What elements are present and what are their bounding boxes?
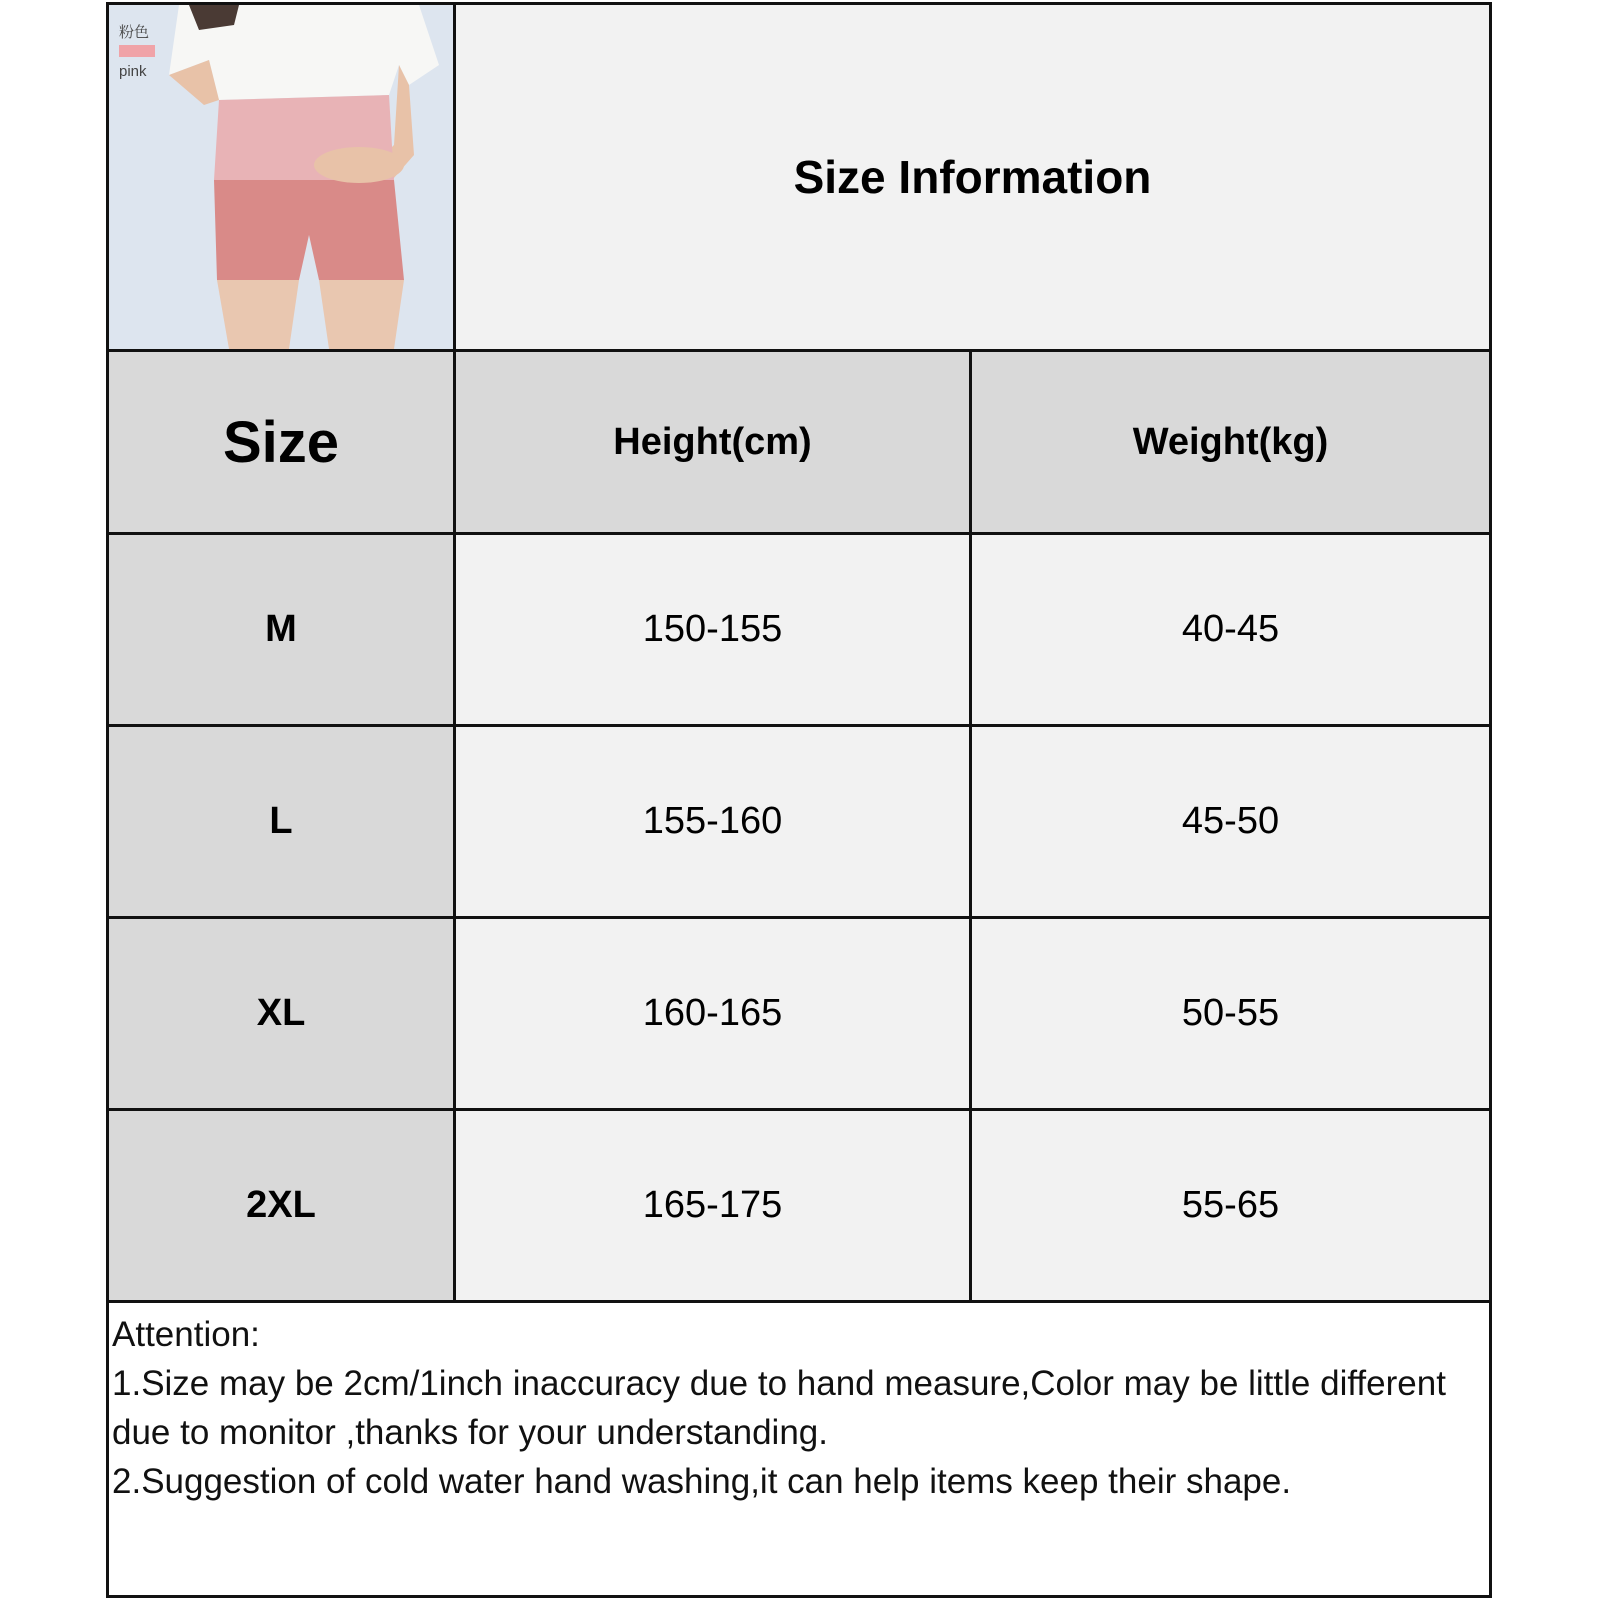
size-header-cell [109, 352, 453, 532]
size-value: L [269, 800, 293, 842]
height-value: 155-160 [642, 800, 783, 842]
model-in-shorts-image [109, 5, 453, 349]
size-column-header: Size [222, 409, 340, 475]
height-column-header: Height(cm) [613, 420, 812, 463]
weight-value: 45-50 [1181, 800, 1280, 842]
grid-line [106, 1108, 1492, 1111]
table-row-size-cell [109, 727, 453, 916]
weight-value: 50-55 [1181, 992, 1280, 1034]
size-chart-sheet [106, 2, 1492, 1598]
swatch-label-cn: 粉色 [119, 24, 150, 41]
notes-heading: Attention: [112, 1315, 260, 1354]
grid-line [106, 349, 1492, 352]
table-row-size-cell [109, 1111, 453, 1300]
table-row-height-cell [456, 535, 969, 724]
size-value: XL [256, 992, 306, 1034]
notes-line-2: 2.Suggestion of cold water hand washing,it can help items keep their shape. [112, 1462, 1292, 1501]
page-title: Size Information [793, 151, 1152, 203]
grid-line [106, 1300, 1492, 1303]
height-value: 150-155 [642, 608, 783, 650]
weight-value: 40-45 [1181, 608, 1280, 650]
notes-line-1: 1.Size may be 2cm/1inch inaccuracy due to hand measure,Color may be little different due to monitor ,thanks for your understanding. [112, 1364, 1456, 1452]
height-header-cell [456, 352, 969, 532]
table-row-weight-cell [972, 1111, 1489, 1300]
grid-line [106, 724, 1492, 727]
grid-line [106, 916, 1492, 919]
table-row-height-cell [456, 727, 969, 916]
table-row-weight-cell [972, 535, 1489, 724]
table-row-height-cell [456, 919, 969, 1108]
grid-line [106, 1595, 1492, 1598]
grid-line [969, 352, 972, 1303]
table-row-size-cell [109, 919, 453, 1108]
grid-line [1489, 2, 1492, 1598]
table-row-height-cell [456, 1111, 969, 1300]
product-photo [109, 5, 453, 349]
grid-line [106, 532, 1492, 535]
table-row-weight-cell [972, 919, 1489, 1108]
weight-column-header: Weight(kg) [1132, 420, 1329, 463]
swatch-label-en: pink [119, 63, 147, 80]
grid-line [106, 2, 109, 1598]
table-row-size-cell [109, 535, 453, 724]
size-value: 2XL [246, 1184, 316, 1226]
weight-value: 55-65 [1181, 1184, 1280, 1226]
attention-notes [112, 1310, 1482, 1506]
pink-swatch [119, 45, 155, 57]
weight-header-cell [972, 352, 1489, 532]
height-value: 160-165 [642, 992, 783, 1034]
grid-line [106, 2, 1492, 5]
height-value: 165-175 [642, 1184, 783, 1226]
table-row-weight-cell [972, 727, 1489, 916]
size-value: M [265, 608, 297, 650]
title-cell [456, 5, 1489, 349]
